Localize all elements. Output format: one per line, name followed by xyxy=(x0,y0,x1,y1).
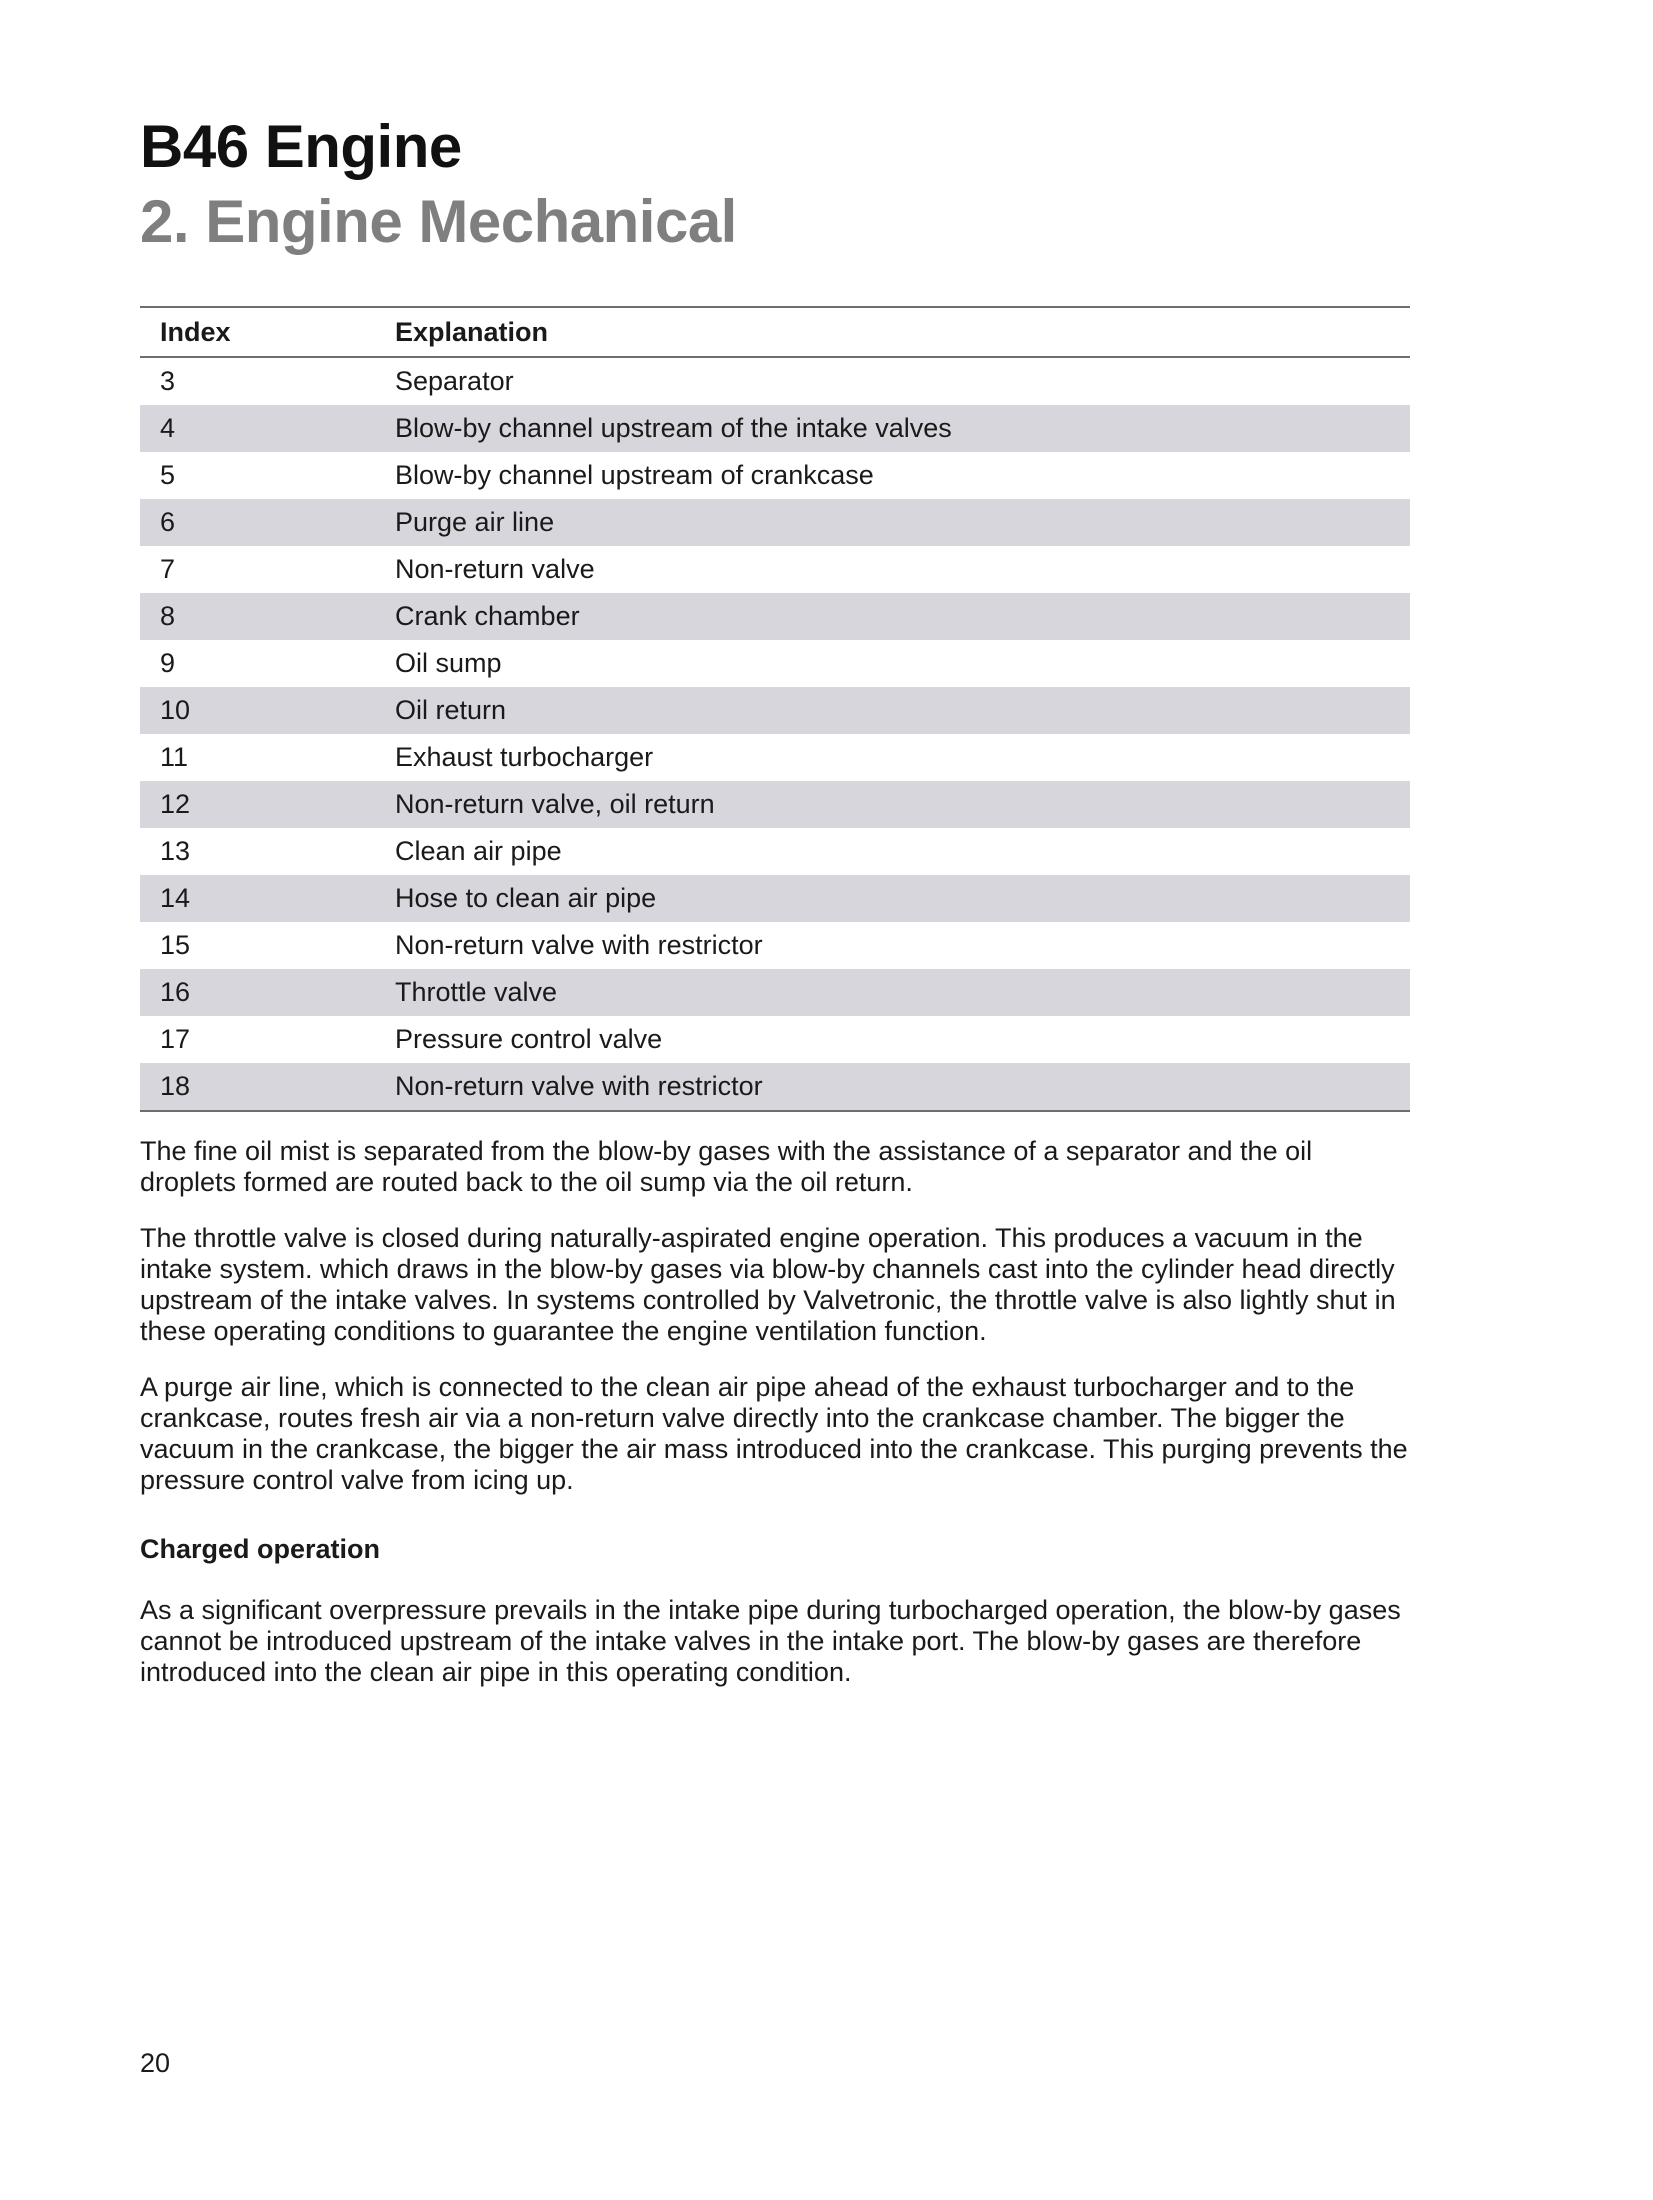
table-row xyxy=(140,969,1410,1016)
row-explanation: Pressure control valve xyxy=(395,1024,663,1054)
chapter-title: 2. Engine Mechanical xyxy=(140,188,737,255)
row-explanation: Hose to clean air pipe xyxy=(395,875,1410,922)
table-row xyxy=(140,405,1410,452)
row-explanation: Non-return valve, oil return xyxy=(395,781,1410,828)
index-table xyxy=(140,306,1410,1112)
row-index: 10 xyxy=(140,687,395,734)
row-explanation: Blow-by channel upstream of the intake valves xyxy=(395,405,1410,452)
row-explanation: Crank chamber xyxy=(395,593,1410,640)
row-index: 13 xyxy=(160,836,191,866)
section-heading: Charged operation xyxy=(140,1534,381,1564)
row-index: 17 xyxy=(160,1024,191,1054)
row-explanation: Clean air pipe xyxy=(395,836,562,866)
row-index: 6 xyxy=(140,499,395,546)
row-index: 4 xyxy=(140,405,395,452)
row-index: 9 xyxy=(160,648,176,678)
paragraph: The fine oil mist is separated from the blow-by gases with the assistance of a separator and the oil droplets formed are routed back to the oil sump via the oil return. xyxy=(140,1136,1313,1197)
row-explanation: Non-return valve xyxy=(395,554,595,584)
row-explanation: Throttle valve xyxy=(395,969,1410,1016)
row-explanation: Purge air line xyxy=(395,499,1410,546)
column-header-index: Index xyxy=(140,307,395,357)
row-index: 12 xyxy=(140,781,395,828)
row-index: 7 xyxy=(160,554,176,584)
row-explanation: Exhaust turbocharger xyxy=(395,742,654,772)
row-explanation: Oil sump xyxy=(395,648,502,678)
table-header-row xyxy=(140,307,1410,357)
table-row xyxy=(140,452,1410,499)
row-index: 11 xyxy=(160,742,189,772)
table-row xyxy=(140,1063,1410,1111)
row-index: 16 xyxy=(140,969,395,1016)
row-index: 18 xyxy=(140,1063,395,1111)
table-row xyxy=(140,1016,1410,1063)
paragraph: The throttle valve is closed during naturally-aspirated engine operation. This produces a vacuum in the intake system. which draws in the blow-by gases via blow-by channels cast into the cylinder head directly upstream of the intake valves. In systems controlled by Valvetronic, the throttle valve is also lightly shut in these operating conditions to guarantee the engine ventilation function. xyxy=(140,1223,1396,1346)
row-explanation: Blow-by channel upstream of crankcase xyxy=(395,460,874,490)
row-index: 14 xyxy=(140,875,395,922)
row-index: 5 xyxy=(160,460,176,490)
table-row xyxy=(140,357,1410,405)
table-row xyxy=(140,546,1410,593)
table-row xyxy=(140,828,1410,875)
paragraph: A purge air line, which is connected to the clean air pipe ahead of the exhaust turbocharger and to the crankcase, routes fresh air via a non-return valve directly into the crankcase chamber. The bigger the vacuum in the crankcase, the bigger the air mass introduced into the crankcase. This purging prevents the pressure control valve from icing up. xyxy=(140,1372,1408,1495)
table-row xyxy=(140,499,1410,546)
table-row xyxy=(140,640,1410,687)
document-page xyxy=(140,112,1410,1713)
column-header-explanation: Explanation xyxy=(395,307,1410,357)
table-row xyxy=(140,781,1410,828)
row-explanation: Oil return xyxy=(395,687,1410,734)
row-explanation: Non-return valve with restrictor xyxy=(395,930,763,960)
row-index: 15 xyxy=(160,930,191,960)
table-row xyxy=(140,922,1410,969)
table-row xyxy=(140,593,1410,640)
table-row xyxy=(140,687,1410,734)
row-explanation: Separator xyxy=(395,366,514,396)
paragraph: As a significant overpressure prevails in the intake pipe during turbocharged operation, the blow-by gases cannot be introduced upstream of the intake valves in the intake port. The blow-by gases are therefore introduced into the clean air pipe in this operating condition. xyxy=(140,1595,1401,1687)
table-row xyxy=(140,734,1410,781)
page-number: 20 xyxy=(140,2048,171,2078)
row-index: 3 xyxy=(160,366,176,396)
table-row xyxy=(140,875,1410,922)
row-explanation: Non-return valve with restrictor xyxy=(395,1063,1410,1111)
body-text xyxy=(140,1136,1410,1688)
document-title: B46 Engine xyxy=(140,113,462,180)
row-index: 8 xyxy=(140,593,395,640)
